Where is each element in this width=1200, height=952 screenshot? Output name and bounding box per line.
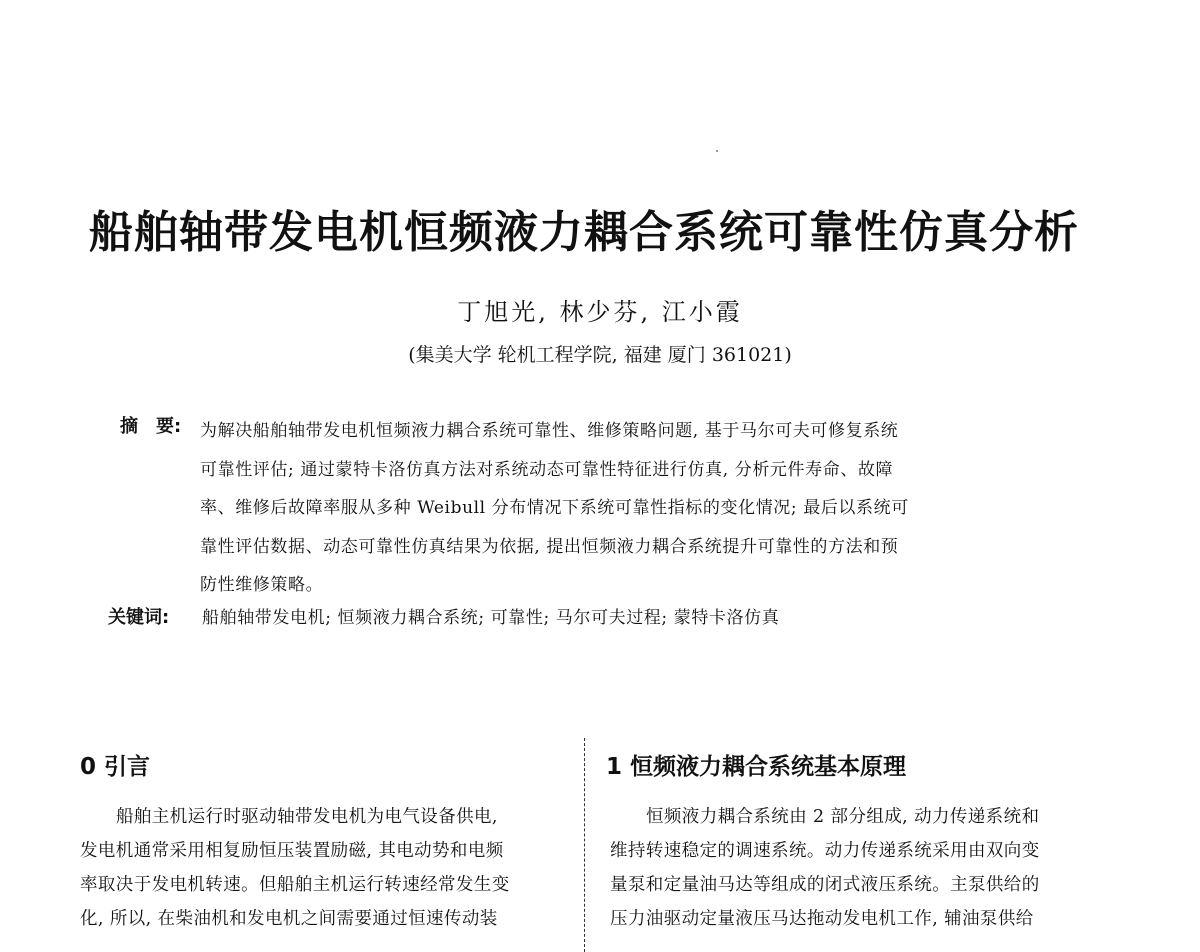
author-list: 丁旭光, 林少芬, 江小霞: [457, 298, 743, 326]
speck-mark: [716, 150, 718, 152]
body-line: 船舶主机运行时驱动轴带发电机为电气设备供电,: [116, 807, 498, 827]
abstract-label: 摘 要:: [120, 416, 182, 437]
paper-title: 船舶轴带发电机恒频液力耦合系统可靠性仿真分析: [89, 207, 1079, 258]
principle-body: [610, 800, 1100, 936]
keywords-label: 关键词:: [108, 607, 170, 628]
affiliation: (集美大学 轮机工程学院, 福建 厦门 361021): [408, 344, 792, 366]
column-divider: [584, 738, 585, 952]
body-line: 发电机通常采用相复励恒压装置励磁, 其电动势和电频: [80, 841, 504, 861]
introduction-body: [80, 800, 570, 936]
section-heading-principle: 1 恒频液力耦合系统基本原理: [606, 754, 907, 780]
body-line: 率取决于发电机转速。但船舶主机运行转速经常发生变: [80, 875, 510, 895]
abstract-line: 为解决船舶轴带发电机恒频液力耦合系统可靠性、维修策略问题, 基于马尔可夫可修复系统: [200, 421, 899, 441]
abstract-body: [200, 412, 1060, 605]
abstract-line: 率、维修后故障率服从多种 Weibull 分布情况下系统可靠性指标的变化情况; 最后以系统可: [200, 498, 909, 518]
section-heading-introduction: 0 引言: [80, 754, 151, 780]
body-line: 恒频液力耦合系统由 2 部分组成, 动力传递系统和: [646, 807, 1040, 827]
body-line: 维持转速稳定的调速系统。动力传递系统采用由双向变: [610, 841, 1040, 861]
abstract-line: 防性维修策略。: [200, 575, 324, 595]
keywords-text: 船舶轴带发电机; 恒频液力耦合系统; 可靠性; 马尔可夫过程; 蒙特卡洛仿真: [202, 608, 780, 628]
body-line: 压力油驱动定量液压马达拖动发电机工作, 辅油泵供给: [610, 909, 1034, 929]
abstract-line: 可靠性评估; 通过蒙特卡洛仿真方法对系统动态可靠性特征进行仿真, 分析元件寿命、故障: [200, 459, 894, 480]
body-line: 量泵和定量油马达等组成的闭式液压系统。主泵供给的: [610, 875, 1040, 895]
body-line: 化, 所以, 在柴油机和发电机之间需要通过恒速传动装: [80, 909, 498, 929]
abstract-line: 靠性评估数据、动态可靠性仿真结果为依据, 提出恒频液力耦合系统提升可靠性的方法和预: [200, 536, 899, 557]
